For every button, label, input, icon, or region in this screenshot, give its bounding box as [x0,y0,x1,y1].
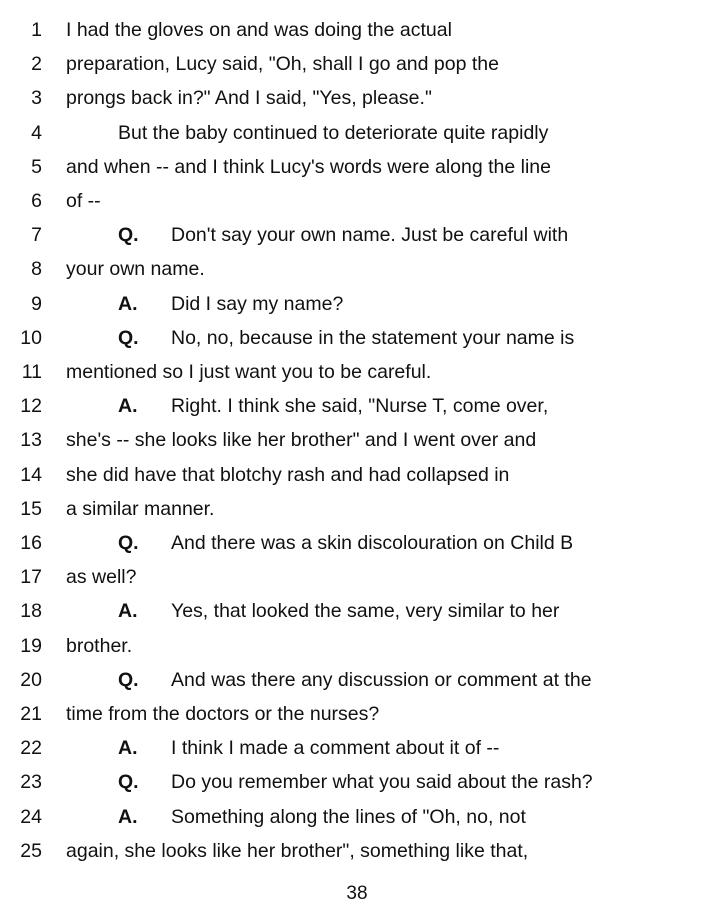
transcript-line [0,731,714,765]
transcript-line [0,47,714,81]
transcript-line [0,594,714,628]
transcript-line [0,13,714,47]
transcript-line [0,423,714,457]
transcript-line [0,458,714,492]
line-text: But the baby continued to deteriorate quite rapidly [118,121,549,144]
transcript-line [0,800,714,834]
transcript-line [0,184,714,218]
transcript-line [0,663,714,697]
line-text: I think I made a comment about it of -- [171,737,500,760]
line-text: brother. [66,634,133,657]
line-number: 18 [20,600,42,623]
line-number: 21 [20,703,42,725]
line-number: 8 [31,258,42,281]
line-text: Yes, that looked the same, very similar to her [171,600,560,623]
line-number: 1 [31,19,42,41]
transcript-line [0,526,714,560]
line-text: And there was a skin discolouration on Child B [171,532,574,554]
transcript-line [0,218,714,252]
line-number: 25 [20,839,42,862]
speaker-label: A. [118,600,138,623]
line-text: Did I say my name? [171,292,344,315]
transcript-line [0,492,714,526]
transcript-line [0,697,714,731]
speaker-label: A. [118,395,138,418]
line-number: 24 [20,805,42,828]
line-text: Do you remember what you said about the rash? [171,771,593,794]
line-text: as well? [66,566,137,589]
transcript-line [0,355,714,389]
transcript-line [0,765,714,799]
line-number: 7 [31,224,42,247]
line-text: of -- [66,190,101,212]
line-number: 22 [20,737,42,760]
line-number: 6 [31,190,42,212]
line-number: 2 [31,53,42,76]
speaker-label: Q. [118,224,139,247]
line-text: Right. I think she said, "Nurse T, come over, [171,395,549,418]
line-number: 13 [20,429,42,452]
line-text: a similar manner. [66,497,215,520]
speaker-label: A. [118,805,138,828]
transcript-line [0,252,714,286]
page-number: 38 [346,883,368,904]
line-text: time from the doctors or the nurses? [66,703,380,725]
line-number: 16 [20,532,42,554]
line-number: 17 [20,566,42,589]
line-text: And was there any discussion or comment at the [171,668,592,691]
line-text: prongs back in?" And I said, "Yes, please." [66,87,432,110]
line-text: and when -- and I think Lucy's words were along the line [66,155,551,178]
speaker-label: Q. [118,532,139,554]
line-number: 19 [20,634,42,657]
line-text: she's -- she looks like her brother" and I went over and [66,429,537,452]
line-number: 12 [20,395,42,418]
transcript-line [0,287,714,321]
line-number: 9 [31,292,42,315]
transcript-line [0,389,714,423]
speaker-label: A. [118,737,138,760]
line-text: Don't say your own name. Just be careful with [171,224,569,247]
transcript-line [0,150,714,184]
speaker-label: Q. [118,326,139,349]
speaker-label: Q. [118,771,139,794]
line-text: No, no, because in the statement your name is [171,326,575,349]
line-text: your own name. [66,258,205,281]
line-text: she did have that blotchy rash and had collapsed in [66,463,510,486]
transcript-line [0,560,714,594]
line-number: 14 [20,463,42,486]
line-number: 10 [20,326,42,349]
transcript-line [0,629,714,663]
transcript-line [0,116,714,150]
transcript-line [0,81,714,115]
line-number: 5 [31,155,42,178]
line-text: Something along the lines of "Oh, no, not [171,805,526,828]
line-text: mentioned so I just want you to be careful. [66,361,432,383]
speaker-label: A. [118,292,138,315]
line-number: 3 [31,87,42,110]
line-number: 11 [21,361,42,383]
line-number: 15 [20,497,42,520]
transcript-line [0,834,714,868]
line-number: 23 [20,771,42,794]
line-text: again, she looks like her brother", something like that, [66,839,529,862]
speaker-label: Q. [118,668,139,691]
line-number: 4 [31,121,42,144]
line-number: 20 [20,668,42,691]
transcript-line [0,321,714,355]
line-text: preparation, Lucy said, "Oh, shall I go and pop the [66,53,499,76]
line-text: I had the gloves on and was doing the actual [66,19,452,41]
